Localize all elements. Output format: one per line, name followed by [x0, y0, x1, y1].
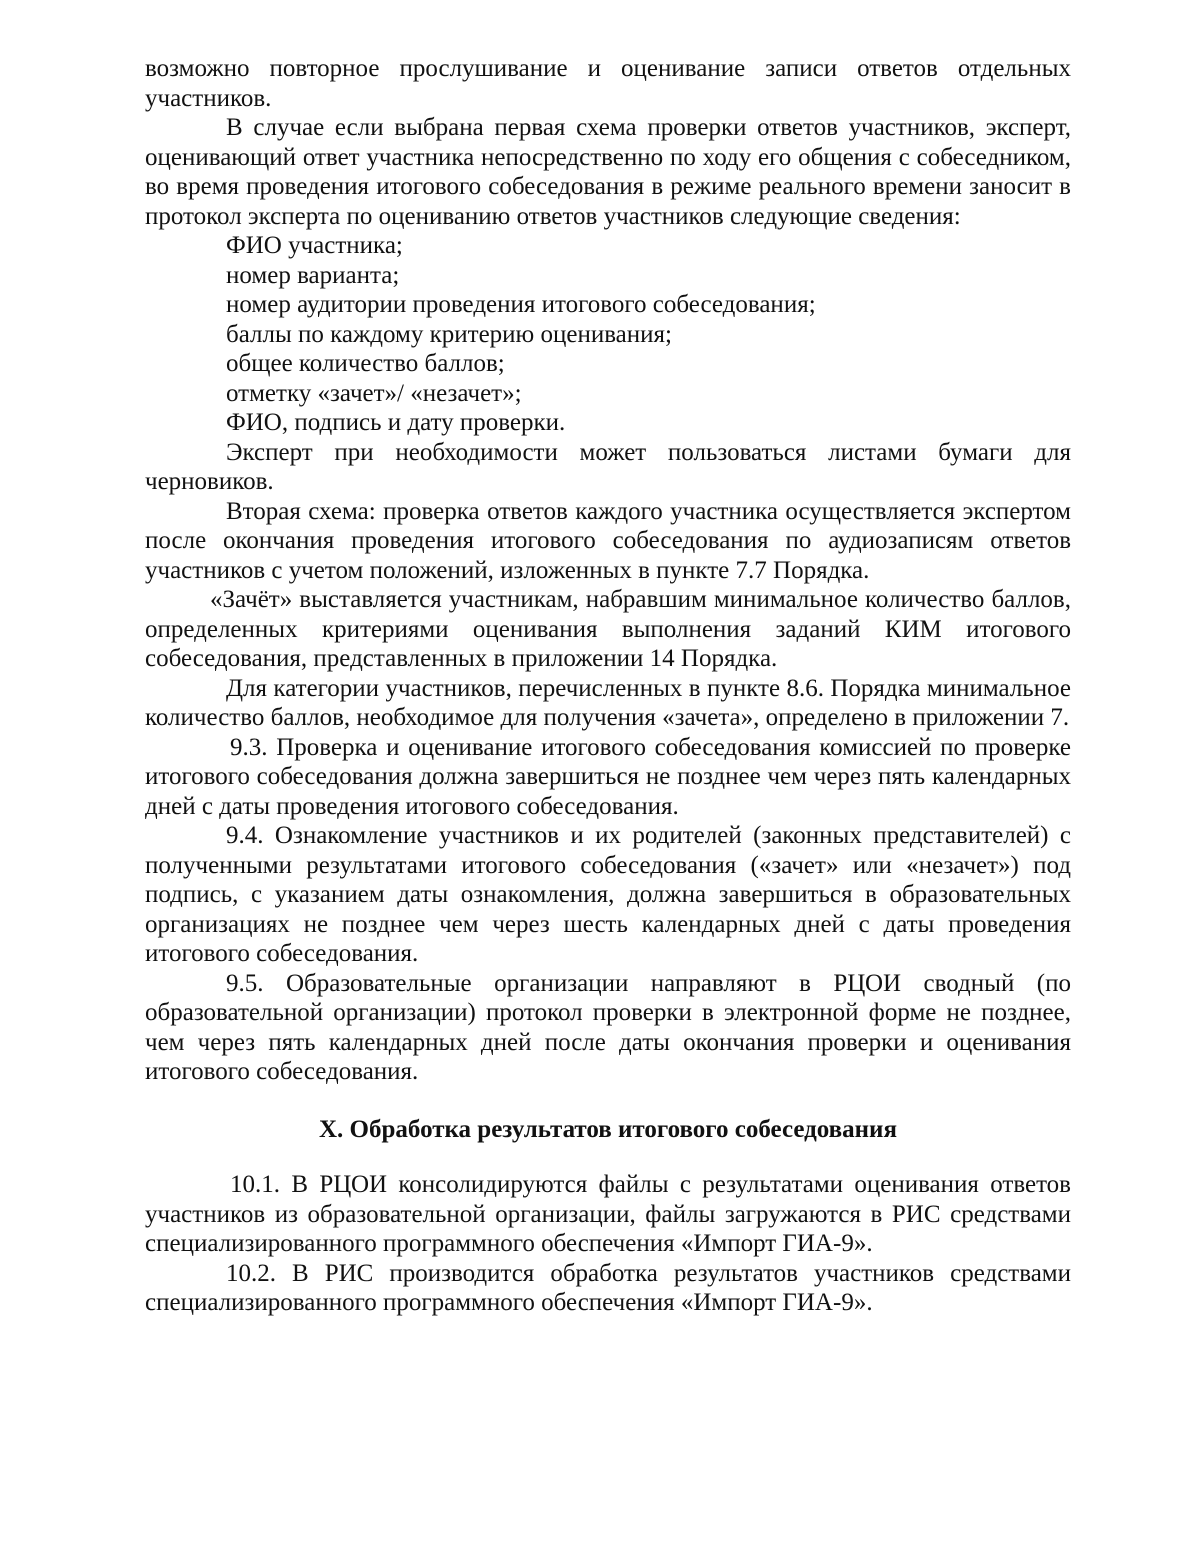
- list-item: ФИО, подпись и дату проверки.: [226, 409, 566, 436]
- paragraph-continuation: возможно повторное прослушивание и оценивание записи ответов отдельных участников.: [145, 55, 1071, 112]
- paragraph-second-scheme: Вторая схема: проверка ответов каждого участника осуществляется экспертом после окончания проведения итогового собеседования по аудиозаписям ответов участников с учетом положений, изложенных в пункте 7.7 Порядка.: [145, 497, 1071, 584]
- paragraph-9-5: 9.5. Образовательные организации направляют в РЦОИ сводный (по образовательной организации) протокол проверки в электронной форме не позднее, чем через пять календарных дней после даты окончания проверки и оценивания итогового собеседования.: [145, 969, 1071, 1085]
- list-item: общее количество баллов;: [226, 350, 505, 377]
- paragraph-first-scheme: В случае если выбрана первая схема проверки ответов участников, эксперт, оценивающий ответ участника непосредственно по ходу его общения с собеседником, во время проведения итогового собеседования в режиме реального времени заносит в протокол эксперта по оцениванию ответов участников следующие сведения:: [145, 114, 1071, 230]
- paragraph-10-2: 10.2. В РИС производится обработка результатов участников средствами специализированного программного обеспечения «Импорт ГИА-9».: [145, 1259, 1071, 1316]
- list-item: ФИО участника;: [226, 232, 403, 259]
- paragraph-pass-criteria: «Зачёт» выставляется участникам, набравшим минимальное количество баллов, определенных критериями оценивания выполнения заданий КИМ итогового собеседования, представленных в приложении 14 Порядка.: [145, 586, 1071, 672]
- document-page: [145, 54, 1071, 1318]
- list-item: отметку «зачет»/ «незачет»;: [226, 379, 522, 407]
- paragraph-9-3: 9.3. Проверка и оценивание итогового собеседования комиссией по проверке итогового собеседования должна завершиться не позднее чем через пять календарных дней с даты проведения итогового собеседования.: [145, 733, 1071, 820]
- paragraph-drafts: Эксперт при необходимости может пользоваться листами бумаги для черновиков.: [145, 438, 1071, 495]
- list-item: баллы по каждому критерию оценивания;: [226, 320, 672, 348]
- list-item: номер аудитории проведения итогового собеседования;: [226, 291, 816, 318]
- protocol-fields-list: [145, 231, 1071, 438]
- list-item: номер варианта;: [226, 261, 400, 289]
- paragraph-9-4: 9.4. Ознакомление участников и их родителей (законных представителей) с полученными результатами итогового собеседования («зачет» или «незачет») под подпись, с указанием даты ознакомления, должна завершиться в образовательных организациях не позднее чем через шесть календарных дней с даты проведения итогового собеседования.: [145, 822, 1071, 967]
- paragraph-10-1: 10.1. В РЦОИ консолидируются файлы с результатами оценивания ответов участников из образовательной организации, файлы загружаются в РИС средствами специализированного программного обеспечения «Импорт ГИА-9».: [145, 1171, 1071, 1257]
- section-heading: X. Обработка результатов итогового собеседования: [319, 1115, 897, 1143]
- paragraph-category-min-score: Для категории участников, перечисленных в пункте 8.6. Порядка минимальное количество баллов, необходимое для получения «зачета», определено в приложении 7.: [145, 674, 1071, 731]
